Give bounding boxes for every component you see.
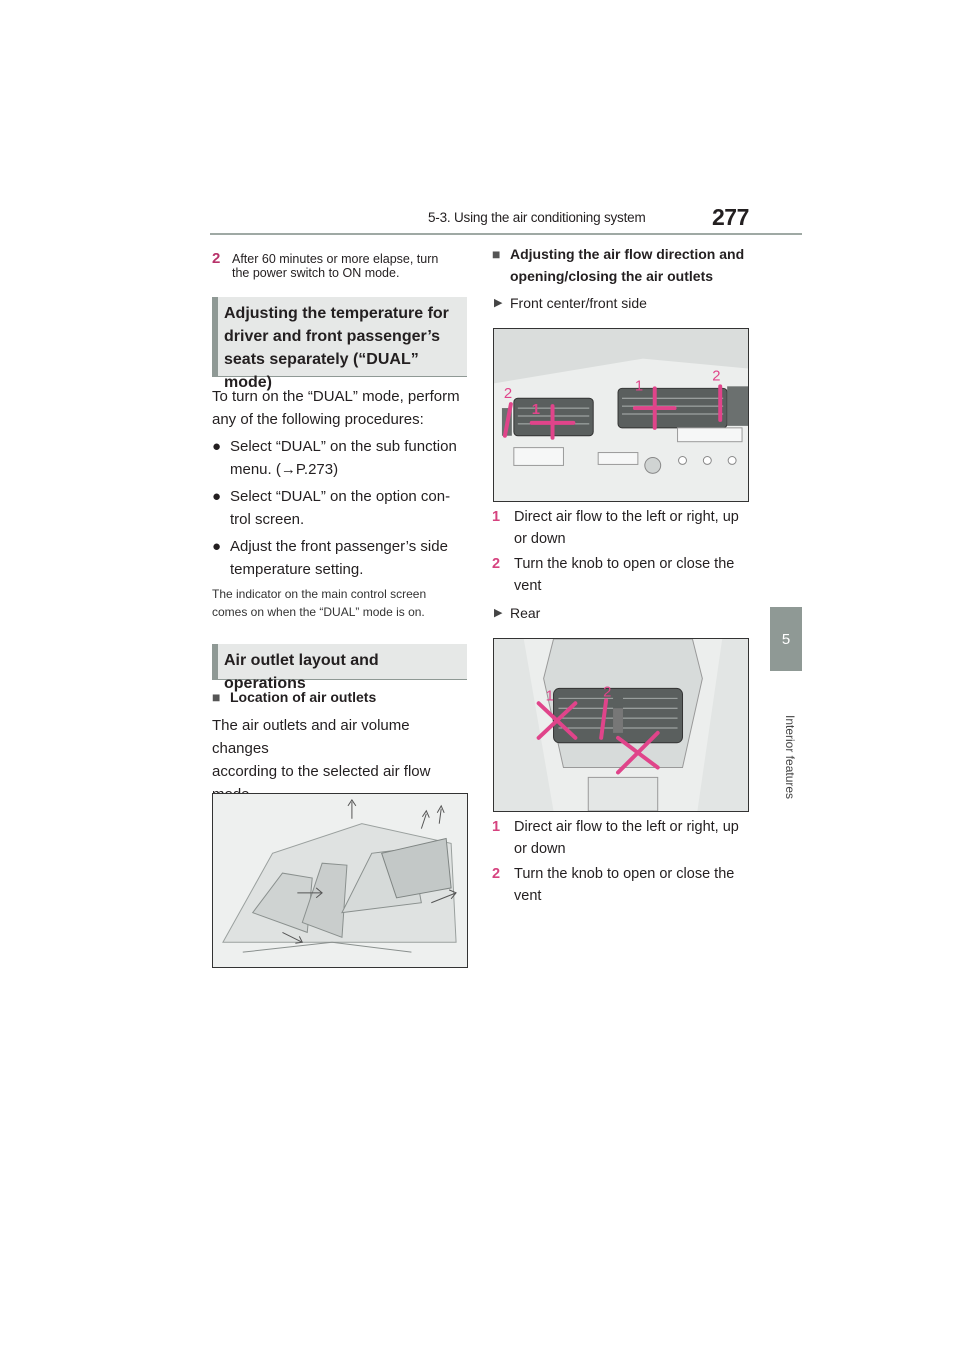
item-line1: Turn the knob to open or close the [514, 556, 735, 572]
section-title: Air outlet layout and operations [224, 652, 379, 692]
location-line1: The air outlets and air volume changes [212, 717, 410, 757]
svg-text:1: 1 [634, 378, 644, 395]
item-line1: Direct air flow to the left or right, up [514, 819, 739, 835]
location-line2: according to the selected air flow [212, 763, 431, 780]
rear-item-2 [492, 863, 774, 907]
item-number: 1 [492, 819, 501, 835]
svg-text:2: 2 [503, 386, 513, 403]
location-heading [212, 686, 488, 708]
item-line2: or down [514, 531, 566, 547]
bullet-line1: Select “DUAL” on the sub function [230, 438, 457, 455]
rear-vents-illustration [493, 638, 749, 812]
front-vents-illustration [493, 328, 749, 502]
bullet-item [212, 535, 488, 581]
section-title: 5-3. Using the air conditioning system [428, 210, 646, 225]
bullet-item [212, 485, 488, 531]
item-number: 2 [492, 556, 501, 572]
step-text-line1: After 60 minutes or more elapse, turn [232, 252, 439, 266]
item-line2: or down [514, 841, 566, 857]
dual-intro [212, 385, 470, 431]
step-number: 2 [212, 250, 221, 267]
triangle-right-icon: ▶ [494, 297, 503, 309]
filled-circle-icon: ● [212, 538, 222, 555]
step-text-line2: the power switch to ON mode. [232, 266, 400, 280]
chapter-tab[interactable]: 5 [770, 607, 802, 671]
front-item-1 [492, 506, 774, 550]
item-line2: vent [514, 888, 542, 904]
svg-text:1: 1 [531, 402, 540, 419]
item-line1: Turn the knob to open or close the [514, 866, 735, 882]
intro-line2: any of the following procedures: [212, 411, 424, 428]
triangle-right-icon: ▶ [494, 607, 503, 619]
filled-circle-icon: ● [212, 488, 222, 505]
rear-label: Rear [510, 605, 541, 621]
svg-text:2: 2 [712, 368, 721, 385]
rear-item-1 [492, 816, 774, 860]
section-title-line3: seats separately (“DUAL” mode) [224, 351, 419, 391]
bullet-line1: Select “DUAL” on the option con- [230, 488, 451, 505]
note-line1: The indicator on the main control screen [212, 587, 427, 601]
front-subheading [492, 292, 770, 314]
bullet-line2: trol screen. [230, 511, 305, 528]
adjust-heading-line1: Adjusting the air flow direction and [510, 246, 745, 262]
item-number: 1 [492, 509, 501, 525]
svg-text:1: 1 [545, 688, 554, 705]
section-heading-dual [212, 297, 467, 391]
cabin-air-outlets-illustration [212, 793, 468, 968]
bullet-line2: menu. (→P.273) [230, 461, 339, 478]
rear-subheading [492, 602, 770, 624]
dual-note [212, 585, 470, 621]
location-heading-text: Location of air outlets [230, 689, 377, 705]
section-title-line1: Adjusting the temperature for [224, 305, 449, 322]
filled-circle-icon: ● [212, 438, 222, 455]
adjust-heading [492, 243, 780, 287]
intro-line1: To turn on the “DUAL” mode, perform [212, 388, 460, 405]
item-line1: Direct air flow to the left or right, up [514, 509, 739, 525]
svg-text:2: 2 [603, 684, 612, 701]
section-title-line2: driver and front passenger’s [224, 328, 441, 345]
front-item-2 [492, 553, 774, 597]
bullet-line1: Adjust the front passenger’s side [230, 538, 448, 555]
item-number: 2 [492, 866, 501, 882]
square-icon: ■ [492, 246, 501, 262]
bullet-item [212, 435, 488, 481]
adjust-heading-line2: opening/closing the air outlets [510, 268, 714, 284]
chapter-label: Interior features [783, 715, 797, 800]
square-icon: ■ [212, 689, 221, 705]
front-label: Front center/front side [510, 295, 647, 311]
note-line2: comes on when the “DUAL” mode is on. [212, 605, 425, 619]
page-number: 277 [712, 204, 749, 230]
header-rule [210, 233, 802, 235]
item-line2: vent [514, 578, 542, 594]
bullet-line2: temperature setting. [230, 561, 364, 578]
section-heading-layout [212, 644, 467, 692]
